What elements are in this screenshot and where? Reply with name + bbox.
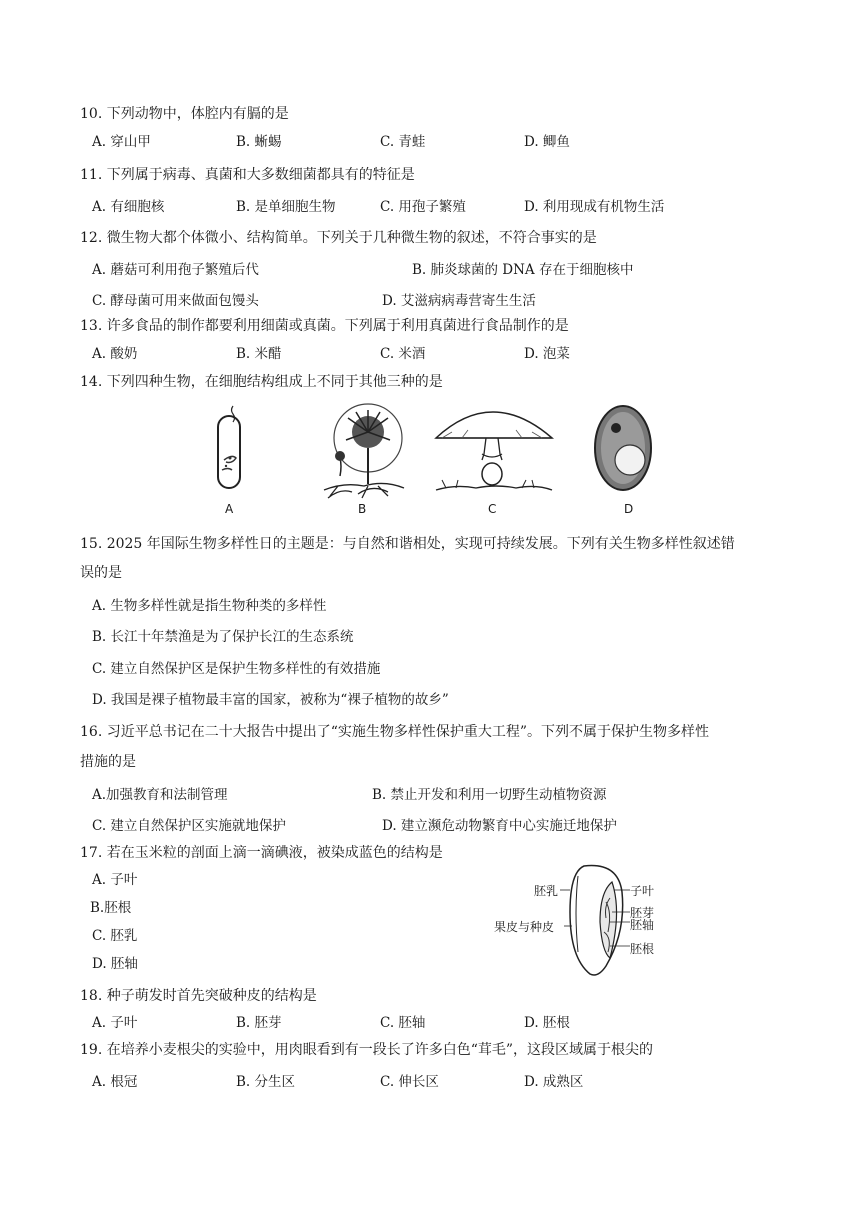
corn-label-endosperm: 胚乳 [534, 884, 559, 898]
q12-option-c: C. 酵母菌可用来做面包馒头 [92, 293, 259, 309]
question-16-stem: 16. 习近平总书记在二十大报告中提出了“实施生物多样性保护重大工程”。下列不属于保护生物多样性 [80, 724, 710, 740]
corn-label-cotyledon: 子叶 [630, 884, 655, 898]
q17-option-d: D. 胚轴 [92, 956, 138, 972]
q16-option-d: D. 建立濒危动物繁育中心实施迁地保护 [382, 818, 617, 834]
question-12-stem: 12. 微生物大都个体微小、结构简单。下列关于几种微生物的叙述，不符合事实的是 [80, 230, 597, 246]
q16-option-b: B. 禁止开发和利用一切野生动植物资源 [372, 787, 607, 803]
q12-option-b: B. 肺炎球菌的 DNA 存在于细胞核中 [412, 262, 634, 278]
q12-option-d: D. 艾滋病病毒营寄生生活 [382, 293, 536, 309]
question-18-stem: 18. 种子萌发时首先突破种皮的结构是 [80, 988, 317, 1004]
question-16-stem-cont: 措施的是 [80, 754, 136, 770]
q18-option-b: B. 胚芽 [236, 1015, 282, 1031]
question-15-stem: 15. 2025 年国际生物多样性日的主题是：与自然和谐相处，实现可持续发展。下列有关生物多样性叙述错 [80, 536, 735, 552]
question-11-stem: 11. 下列属于病毒、真菌和大多数细菌都具有的特征是 [80, 167, 415, 183]
q10-option-d: D. 鲫鱼 [524, 134, 570, 150]
q13-option-d: D. 泡菜 [524, 346, 570, 362]
question-17-stem: 17. 若在玉米粒的剖面上滴一滴碘液，被染成蓝色的结构是 [80, 845, 443, 861]
figure-label-b: B [358, 502, 367, 516]
corn-label-pericarp: 果皮与种皮 [494, 920, 555, 934]
q11-option-a: A. 有细胞核 [92, 199, 165, 215]
question-14-stem: 14. 下列四种生物，在细胞结构组成上不同于其他三种的是 [80, 374, 443, 390]
figure-label-d: D [624, 502, 634, 516]
q19-option-b: B. 分生区 [236, 1074, 296, 1090]
corn-label-hypocotyl: 胚轴 [630, 918, 655, 932]
q11-option-b: B. 是单细胞生物 [236, 199, 336, 215]
q13-option-c: C. 米酒 [380, 346, 426, 362]
figure-label-a: A [225, 502, 234, 516]
q15-option-b: B. 长江十年禁渔是为了保护长江的生态系统 [92, 629, 354, 645]
q11-option-d: D. 利用现成有机物生活 [524, 199, 665, 215]
corn-diagram-leader-lines [560, 880, 640, 960]
q10-option-c: C. 青蛙 [380, 134, 426, 150]
q12-option-a: A. 蘑菇可利用孢子繁殖后代 [92, 262, 259, 278]
q18-option-a: A. 子叶 [92, 1015, 138, 1031]
q17-option-b: B.胚根 [90, 900, 132, 916]
mold-illustration [318, 400, 408, 504]
q17-option-c: C. 胚乳 [92, 928, 138, 944]
question-10-stem: 10. 下列动物中，体腔内有膈的是 [80, 106, 289, 122]
corn-label-radicle: 胚根 [630, 942, 655, 956]
q10-option-b: B. 蜥蜴 [236, 134, 282, 150]
q13-option-a: A. 酸奶 [92, 346, 138, 362]
question-15-stem-cont: 误的是 [80, 565, 122, 581]
q11-option-c: C. 用孢子繁殖 [380, 199, 466, 215]
mushroom-illustration [432, 396, 556, 500]
question-19-stem: 19. 在培养小麦根尖的实验中，用肉眼看到有一段长了许多白色“茸毛”，这段区域属于根尖的 [80, 1042, 654, 1058]
figure-label-c: C [488, 502, 497, 516]
q18-option-d: D. 胚根 [524, 1015, 570, 1031]
question-13-stem: 13. 许多食品的制作都要利用细菌或真菌。下列属于利用真菌进行食品制作的是 [80, 318, 569, 334]
q15-option-d: D. 我国是裸子植物最丰富的国家，被称为“裸子植物的故乡” [92, 692, 449, 708]
q19-option-d: D. 成熟区 [524, 1074, 584, 1090]
corn-label-plumule: 胚芽 [630, 906, 655, 920]
q16-option-c: C. 建立自然保护区实施就地保护 [92, 818, 286, 834]
q13-option-b: B. 米醋 [236, 346, 282, 362]
q19-option-a: A. 根冠 [92, 1074, 138, 1090]
q19-option-c: C. 伸长区 [380, 1074, 439, 1090]
q15-option-c: C. 建立自然保护区是保护生物多样性的有效措施 [92, 661, 381, 677]
q16-option-a: A.加强教育和法制管理 [92, 787, 228, 803]
q10-option-a: A. 穿山甲 [92, 134, 151, 150]
q18-option-c: C. 胚轴 [380, 1015, 426, 1031]
q17-option-a: A. 子叶 [92, 872, 138, 888]
yeast-cell-illustration [588, 400, 658, 496]
q15-option-a: A. 生物多样性就是指生物种类的多样性 [92, 598, 327, 614]
